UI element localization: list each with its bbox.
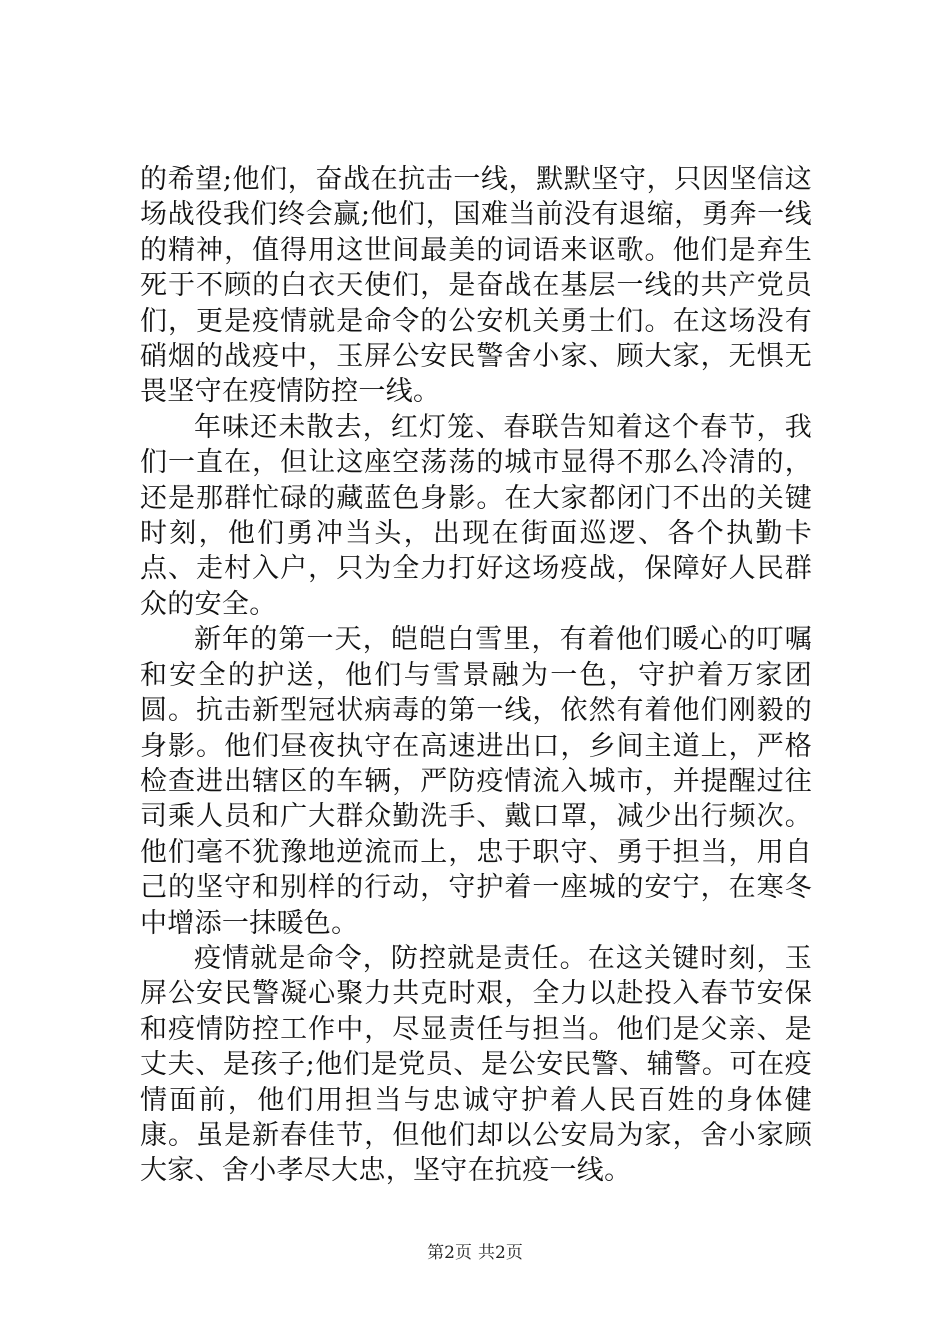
page-footer [0, 1243, 950, 1263]
page-number: 第2页 [427, 1243, 472, 1263]
paragraph: 新年的第一天，皑皑白雪里，有着他们暖心的叮嘱和安全的护送，他们与雪景融为一色，守护着万家团圆。抗击新型冠状病毒的第一线，依然有着他们刚毅的身影。他们昼夜执守在高速进出口，乡间主道上，严格检查进出辖区的车辆，严防疫情流入城市，并提醒过往司乘人员和广大群众勤洗手、戴口罩，减少出行频次。他们毫不犹豫地逆流而上，忠于职守、勇于担当，用自己的坚守和别样的行动，守护着一座城的安宁，在寒冬中增添一抹暖色。 [140, 624, 812, 939]
page-total: 共2页 [478, 1243, 523, 1263]
document-body [140, 162, 812, 1189]
paragraph: 疫情就是命令，防控就是责任。在这关键时刻，玉屏公安民警凝心聚力共克时艰，全力以赴投入春节安保和疫情防控工作中，尽显责任与担当。他们是父亲、是丈夫、是孩子;他们是党员、是公安民警、辅警。可在疫情面前，他们用担当与忠诚守护着人民百姓的身体健康。虽是新春佳节，但他们却以公安局为家，舍小家顾大家、舍小孝尽大忠，坚守在抗疫一线。 [140, 942, 812, 1187]
paragraph-continuation: 的希望;他们，奋战在抗击一线，默默坚守，只因坚信这场战役我们终会赢;他们，国难当前没有退缩，勇奔一线的精神，值得用这世间最美的词语来讴歌。他们是弃生死于不顾的白衣天使们，是奋战在基层一线的共产党员们，更是疫情就是命令的公安机关勇士们。在这场没有硝烟的战疫中，玉屏公安民警舍小家、顾大家，无惧无畏坚守在疫情防控一线。 [140, 164, 812, 408]
paragraph: 年味还未散去，红灯笼、春联告知着这个春节，我们一直在，但让这座空荡荡的城市显得不那么冷清的，还是那群忙碌的藏蓝色身影。在大家都闭门不出的关键时刻，他们勇冲当头，出现在街面巡逻、各个执勤卡点、走村入户，只为全力打好这场疫战，保障好人民群众的安全。 [140, 411, 812, 620]
